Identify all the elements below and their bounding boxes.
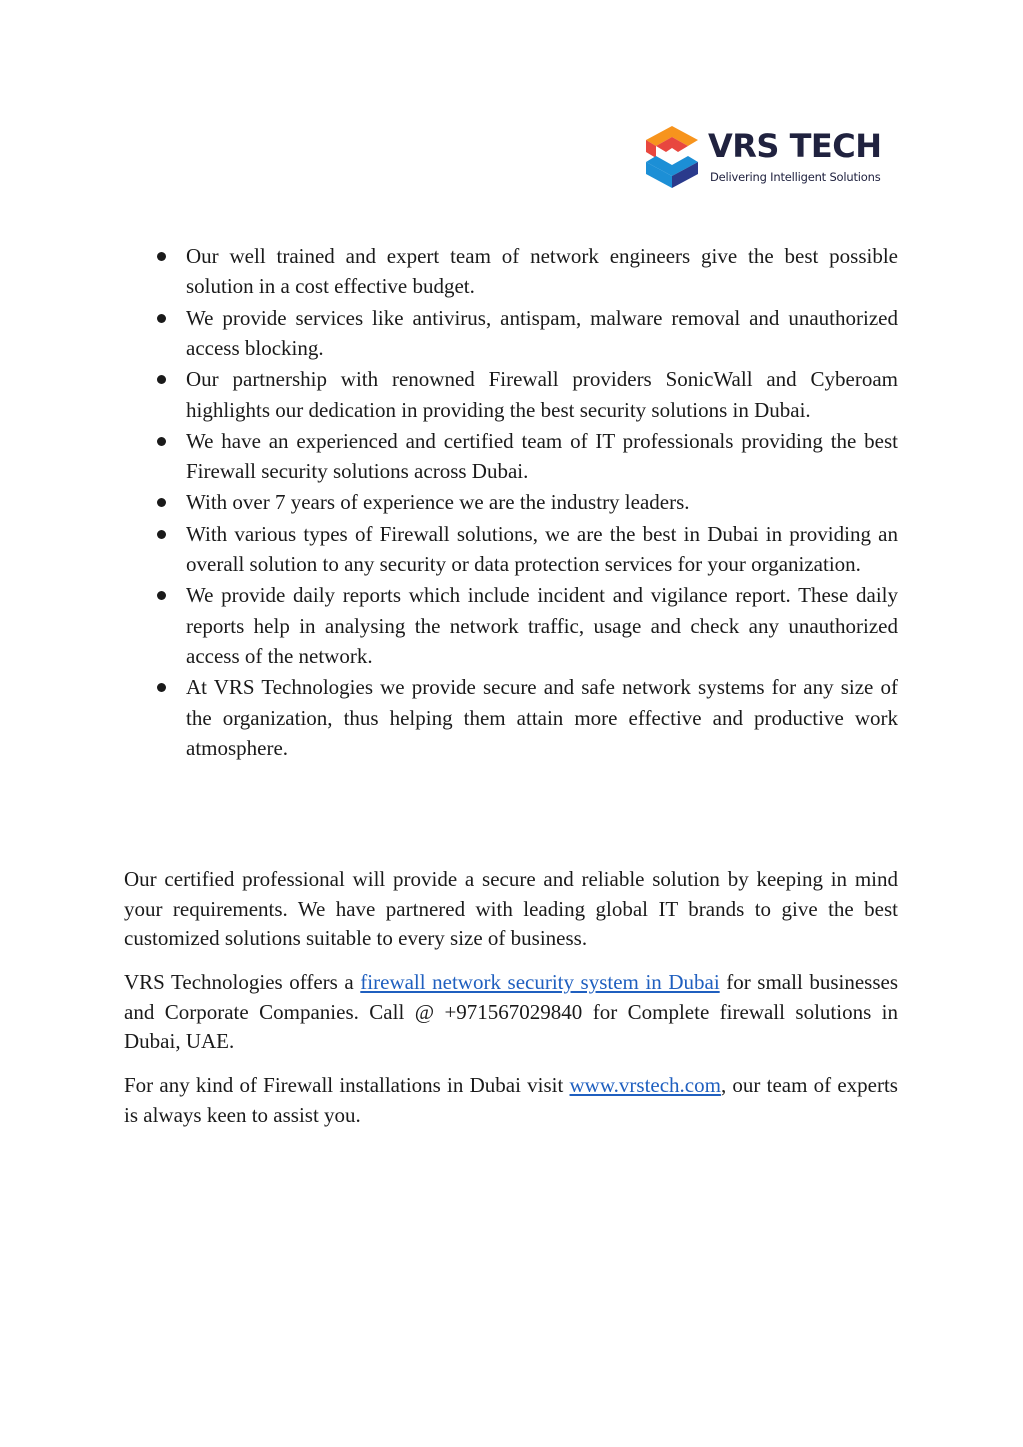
bullet-icon — [157, 314, 166, 323]
brand-name: VRS TECH — [708, 127, 882, 165]
bullet-icon — [157, 252, 166, 261]
certified-professional-paragraph: Our certified professional will provide a secure and reliable solution by keeping in mind your requirements. We have partnered with leading global IT brands to give the best customized solutions suitable to every size of business. — [124, 867, 898, 951]
bullet-text: At VRS Technologies we provide secure and safe network systems for any size of the organization, thus helping them attain more effective and productive work atmosphere. — [186, 675, 898, 761]
list-item — [186, 364, 898, 425]
firewall-security-link[interactable]: firewall network security system in Dubai — [360, 970, 720, 994]
vrs-tech-logo-mark-icon — [644, 124, 700, 190]
feature-bullet-list — [186, 241, 898, 764]
bullet-text: We provide daily reports which include incident and vigilance report. These daily reports help in analysing the network traffic, usage and check any unauthorized access of the network. — [186, 583, 898, 669]
paragraph-text: for small businesses and Corporate Companies. Call @ +971567029840 for Complete firewall solutions in Dubai, UAE. — [124, 970, 898, 1054]
bullet-text: We have an experienced and certified team of IT professionals providing the best Firewall security solutions across Dubai. — [186, 428, 898, 484]
paragraph-text: , our team of experts is always keen to assist you. — [124, 1073, 898, 1127]
contact-paragraph — [124, 1071, 898, 1130]
list-item — [186, 303, 898, 364]
paragraph-text: VRS Technologies offers a — [124, 970, 361, 994]
vrstech-website-link[interactable]: www.vrstech.com — [569, 1073, 721, 1097]
list-item — [186, 241, 898, 302]
bullet-icon — [157, 375, 166, 384]
bullet-icon — [157, 437, 166, 446]
brand-tagline: Delivering Intelligent Solutions — [710, 170, 881, 184]
list-item — [186, 519, 898, 580]
list-item — [186, 487, 898, 517]
paragraph-text: For any kind of Firewall installations in Dubai visit — [124, 1073, 570, 1097]
bullet-text: We provide services like antivirus, antispam, malware removal and unauthorized access blocking. — [186, 305, 898, 361]
list-item — [186, 580, 898, 671]
bullet-icon — [157, 530, 166, 539]
bullet-text: With various types of Firewall solutions, we are the best in Dubai in providing an overall solution to any security or data protection services for your organization. — [186, 521, 898, 577]
bullet-icon — [157, 498, 166, 507]
bullet-icon — [157, 591, 166, 600]
bullet-text: Our partnership with renowned Firewall providers SonicWall and Cyberoam highlights our dedication in providing the best security solutions in Dubai. — [186, 367, 898, 422]
firewall-offer-paragraph — [124, 968, 898, 1057]
bullet-text: Our well trained and expert team of network engineers give the best possible solution in a cost effective budget. — [186, 244, 898, 299]
bullet-text: With over 7 years of experience we are the industry leaders. — [186, 490, 690, 515]
bullet-icon — [157, 683, 166, 692]
vrs-tech-logo — [644, 124, 894, 194]
list-item — [186, 672, 898, 763]
list-item — [186, 426, 898, 487]
